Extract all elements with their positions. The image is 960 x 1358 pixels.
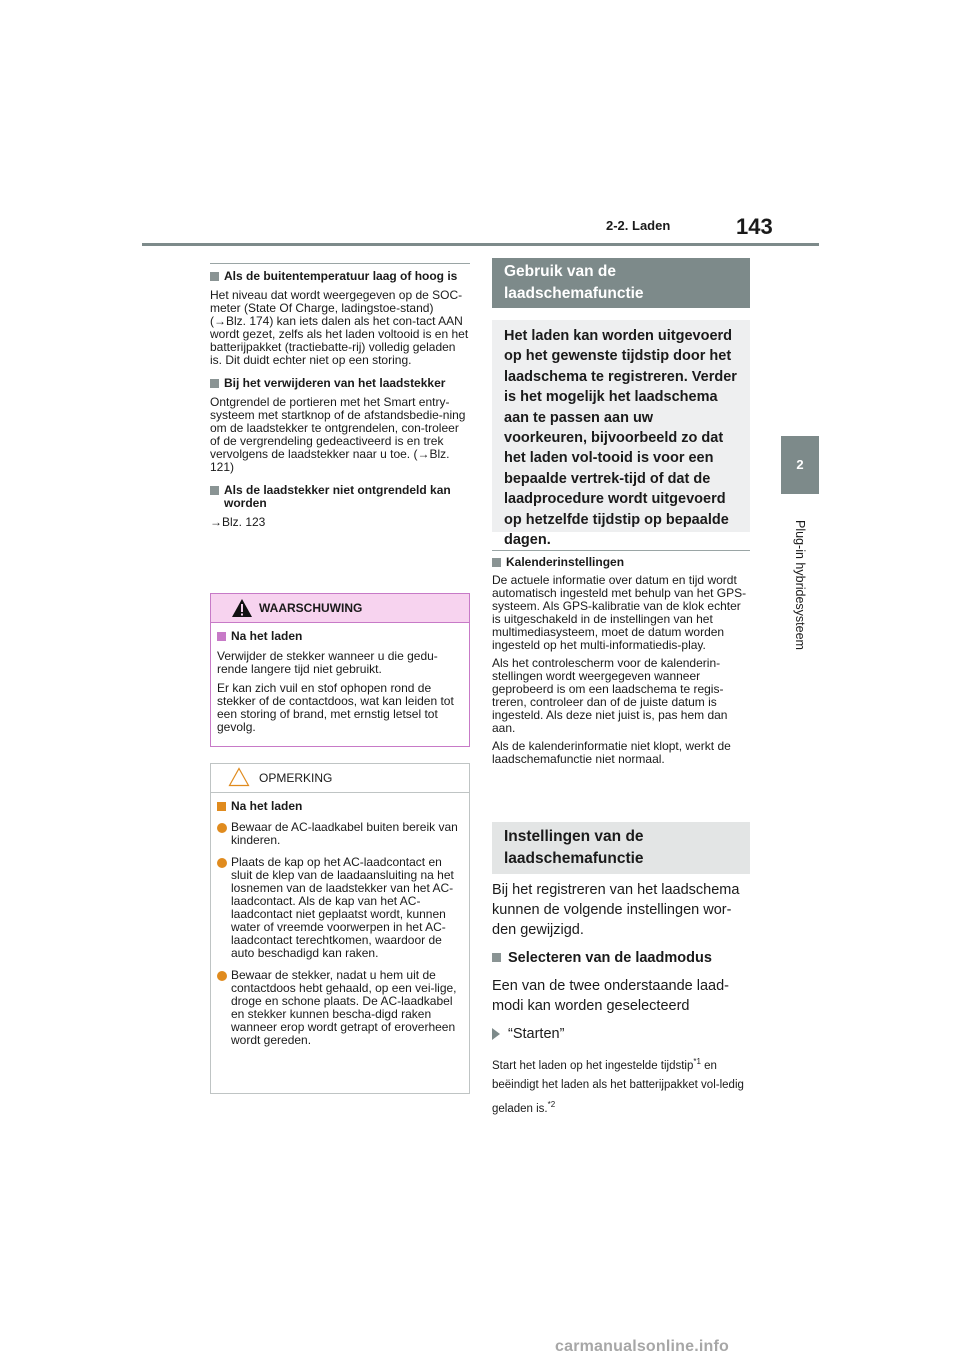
square-bullet-icon	[210, 272, 219, 281]
section-title: 2-2. Laden	[606, 218, 671, 233]
note-body	[211, 793, 469, 1047]
square-bullet-icon	[492, 953, 501, 962]
note-title: OPMERKING	[259, 771, 333, 785]
chapter-label	[790, 520, 810, 650]
chapter-label-text: Plug-in hybridesysteem	[793, 520, 807, 650]
intro-box: Het laden kan worden uitgevoerd op het gewenste tijdstip door het laadschema te registreren. Verder is het mogelijk het laadschema aan te passen aan uw voorkeuren, bijvoorbeeld zo dat het laden vol-tooid is voor een bepaalde vertrek-tijd of dat de laadprocedure wordt uitgevoerd op hetzelfde tijdstip op bepaalde dagen.	[492, 320, 750, 532]
small-text: en beëindigt het laden als het batterijpakket vol-ledig geladen is.	[492, 1059, 744, 1115]
note-header	[211, 764, 469, 793]
section-header: Gebruik van de laadschemafunctie	[492, 258, 750, 308]
paragraph: Het niveau dat wordt weergegeven op de SOC-meter (State Of Charge, ladingstoe-stand) (→Blz. 174) kan iets dalen als het con-tact AAN wordt gezet, zelfs als het laden voltooid is en het batterijpakket (tractiebatte-rij) volledig geladen is. Dit duidt echter niet op een storing.	[210, 288, 469, 367]
list-item	[217, 821, 463, 847]
warning-triangle-icon	[231, 598, 253, 618]
footnote-ref: *2	[547, 1099, 556, 1109]
list-item-text: Bewaar de AC-laadkabel buiten bereik van kinderen.	[231, 820, 458, 847]
list-item	[217, 856, 463, 960]
option-text: “Starten”	[508, 1026, 565, 1042]
small-paragraph	[492, 1052, 750, 1119]
paragraph: Er kan zich vuil en stof ophopen rond de stekker of de contactdoos, wat kan leiden tot een storing of brand, met ernstig letsel tot gevolg.	[217, 681, 454, 734]
paragraph: Als de kalenderinformatie niet klopt, werkt de laadschemafunctie niet normaal.	[492, 739, 731, 766]
paragraph: De actuele informatie over datum en tijd wordt automatisch ingesteld met behulp van het GPS-systeem. Als GPS-kalibratie van de klok echter is uitgeschakeld in de instellingen van het multimediasysteem, moet de datum worden ingesteld op het multi-informatiedis-play.	[492, 573, 747, 652]
note-box	[210, 763, 470, 1094]
note-subheading	[217, 800, 463, 813]
section-heading	[210, 484, 470, 510]
triangle-bullet-icon	[492, 1028, 500, 1040]
header-rule	[142, 243, 819, 246]
paragraph: Ontgrendel de portieren met het Smart entry-systeem met startknop of de afstandsbedie-ning om de laadstekker te ontgrendelen, con-troleer of de vergrendeling gedeactiveerd is en trek vervolgens de laadstekker naar u toe. (→Blz. 121)	[210, 395, 466, 474]
warning-subheading	[217, 630, 463, 643]
heading-text: Als de laadstekker niet ontgrendeld kan worden	[224, 483, 451, 510]
bullet-dot-icon	[217, 823, 227, 833]
list-item-text: Plaats de kap op het AC-laadcontact en sluit de klep van de laadaansluiting na het losnemen van de laadstekker van het AC-laadcontact. Als de kap van het AC-laadcontact niet geplaatst wordt, kunnen water of vreemde voorwerpen in het AC-laadcontact terechtkomen, waardoor de auto beschadigd kan raken.	[231, 855, 454, 960]
paragraph: Een van de twee onderstaande laad-modi kan worden geselecteerd	[492, 978, 730, 1014]
section-heading	[210, 377, 470, 390]
paragraph: Verwijder de stekker wanneer u die gedu-rende langere tijd niet gebruikt.	[217, 649, 438, 676]
subheading-text: Na het laden	[231, 799, 303, 813]
left-top-rule	[210, 263, 470, 264]
page-number: 143	[736, 214, 773, 239]
caution-triangle-icon	[228, 767, 250, 787]
bullet-dot-icon	[217, 971, 227, 981]
section-heading	[492, 556, 750, 569]
section-heading	[210, 270, 470, 283]
subheading-text: Na het laden	[231, 629, 303, 643]
option-item	[492, 1024, 750, 1044]
settings-section	[492, 880, 750, 1119]
calendar-section	[492, 556, 750, 766]
warning-title: WAARSCHUWING	[259, 601, 363, 615]
small-text: Start het laden op het ingestelde tijdstip	[492, 1059, 694, 1072]
square-bullet-icon	[217, 802, 226, 811]
paragraph: →Blz. 123	[210, 515, 266, 529]
square-bullet-icon	[210, 486, 219, 495]
paragraph: Bij het registreren van het laadschema kunnen de volgende instellingen wor-den gewijzigd.	[492, 882, 740, 938]
left-content	[210, 270, 470, 529]
paragraph: Als het controlescherm voor de kalenderin-stellingen wordt weergegeven wanneer geprobeerd is om een laadschema te regis-treren, controleer dan of de juiste datum is ingesteld. Als deze niet juist is, pas hem dan aan.	[492, 656, 728, 735]
watermark: carmanualsonline.info	[555, 1338, 730, 1355]
warning-box	[210, 593, 470, 747]
right-rule	[492, 550, 750, 551]
square-bullet-icon	[217, 632, 226, 641]
heading-text: Selecteren van de laadmodus	[508, 950, 712, 966]
section-header: Instellingen van de laadschemafunctie	[492, 822, 750, 874]
heading-text: Bij het verwijderen van het laadstekker	[224, 376, 446, 390]
list-item	[217, 969, 463, 1047]
section-heading	[492, 948, 750, 968]
square-bullet-icon	[492, 558, 501, 567]
heading-text: Kalenderinstellingen	[506, 555, 625, 569]
bullet-dot-icon	[217, 858, 227, 868]
footnote-ref: *1	[693, 1057, 701, 1066]
chapter-tab: 2	[781, 436, 819, 494]
warning-body	[211, 623, 469, 734]
list-item-text: Bewaar de stekker, nadat u hem uit de contactdoos hebt gehaald, op een vei-lige, droge en schone plaats. De AC-laadkabel en stekker kunnen bescha-digd raken wanneer erop wordt getrapt of eroverheen wordt gereden.	[231, 968, 457, 1047]
square-bullet-icon	[210, 379, 219, 388]
warning-header	[211, 594, 469, 623]
heading-text: Als de buitentemperatuur laag of hoog is	[224, 269, 458, 283]
